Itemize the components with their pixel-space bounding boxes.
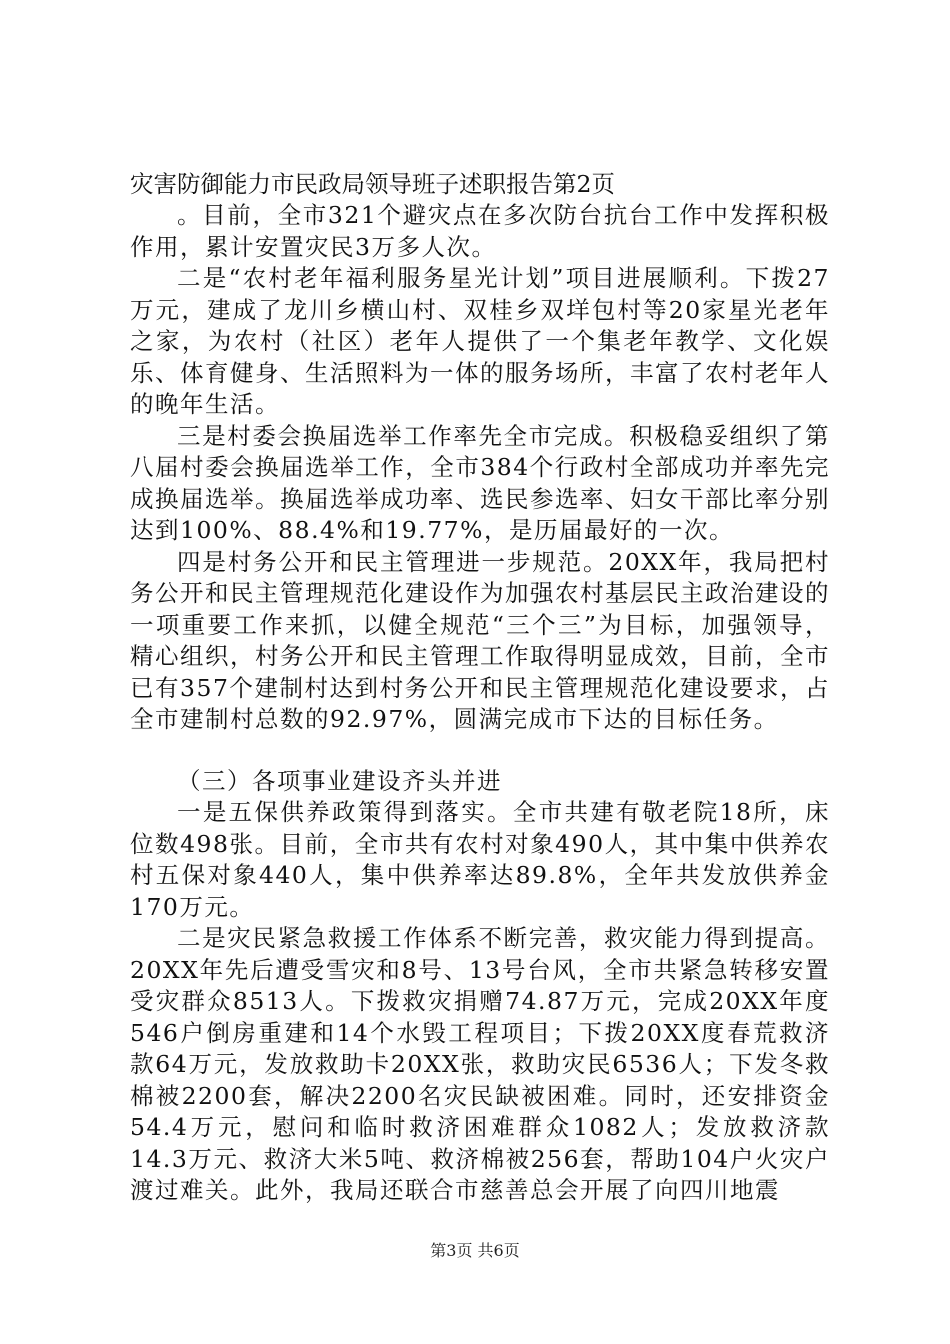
document-body	[130, 200, 830, 1207]
page-footer: 第3页 共6页	[430, 1241, 520, 1260]
body-paragraph-4: 四是村务公开和民主管理进一步规范。20XX年，我局把村务公开和民主管理规范化建设作为加强农村基层民主政治建设的一项重要工作来抓，以健全规范“三个三”为目标，加强领导，精心组织，村务公开和民主管理工作取得明显成效，目前，全市已有357个建制村达到村务公开和民主管理规范化建设要求，占全市建制村总数的92.97%，圆满完成市下达的目标任务。	[130, 547, 830, 733]
section-heading: （三）各项事业建设齐头并进	[177, 766, 502, 795]
body-paragraph-2: 二是“农村老年福利服务星光计划”项目进展顺利。下拨27万元，建成了龙川乡横山村、双桂乡双垟包村等20家星光老年之家，为农村（社区）老年人提供了一个集老年教学、文化娱乐、体育健身、生活照料为一体的服务场所，丰富了农村老年人的晚年生活。	[130, 264, 830, 418]
document-page	[130, 0, 830, 1344]
body-paragraph-3: 三是村委会换届选举工作率先全市完成。积极稳妥组织了第八届村委会换届选举工作，全市384个行政村全部成功并率先完成换届选举。换届选举成功率、选民参选率、妇女干部比率分别达到100%、88.4%和19.77%，是历届最好的一次。	[130, 421, 830, 544]
body-paragraph-1: 。目前，全市321个避灾点在多次防台抗台工作中发挥积极作用，累计安置灾民3万多人次。	[130, 201, 830, 261]
section-paragraph-1: 一是五保供养政策得到落实。全市共建有敬老院18所，床位数498张。目前，全市共有农村对象490人，其中集中供养农村五保对象440人，集中供养率达89.8%，全年共发放供养金170万元。	[130, 798, 830, 921]
section-paragraph-2: 二是灾民紧急救援工作体系不断完善，救灾能力得到提高。20XX年先后遭受雪灾和8号、13号台风，全市共紧急转移安置受灾群众8513人。下拨救灾捐赠74.87万元，完成20XX年度546户倒房重建和14个水毁工程项目；下拨20XX度春荒救济款64万元，发放救助卡20XX张，救助灾民6536人；下发冬救棉被2200套，解决2200名灾民缺被困难。同时，还安排资金54.4万元，慰问和临时救济困难群众1082人；发放救济款14.3万元、救济大米5吨、救济棉被256套，帮助104户火灾户渡过难关。此外，我局还联合市慈善总会开展了向四川地震	[130, 924, 830, 1204]
document-header: 灾害防御能力市民政局领导班子述职报告第2页	[130, 170, 615, 198]
